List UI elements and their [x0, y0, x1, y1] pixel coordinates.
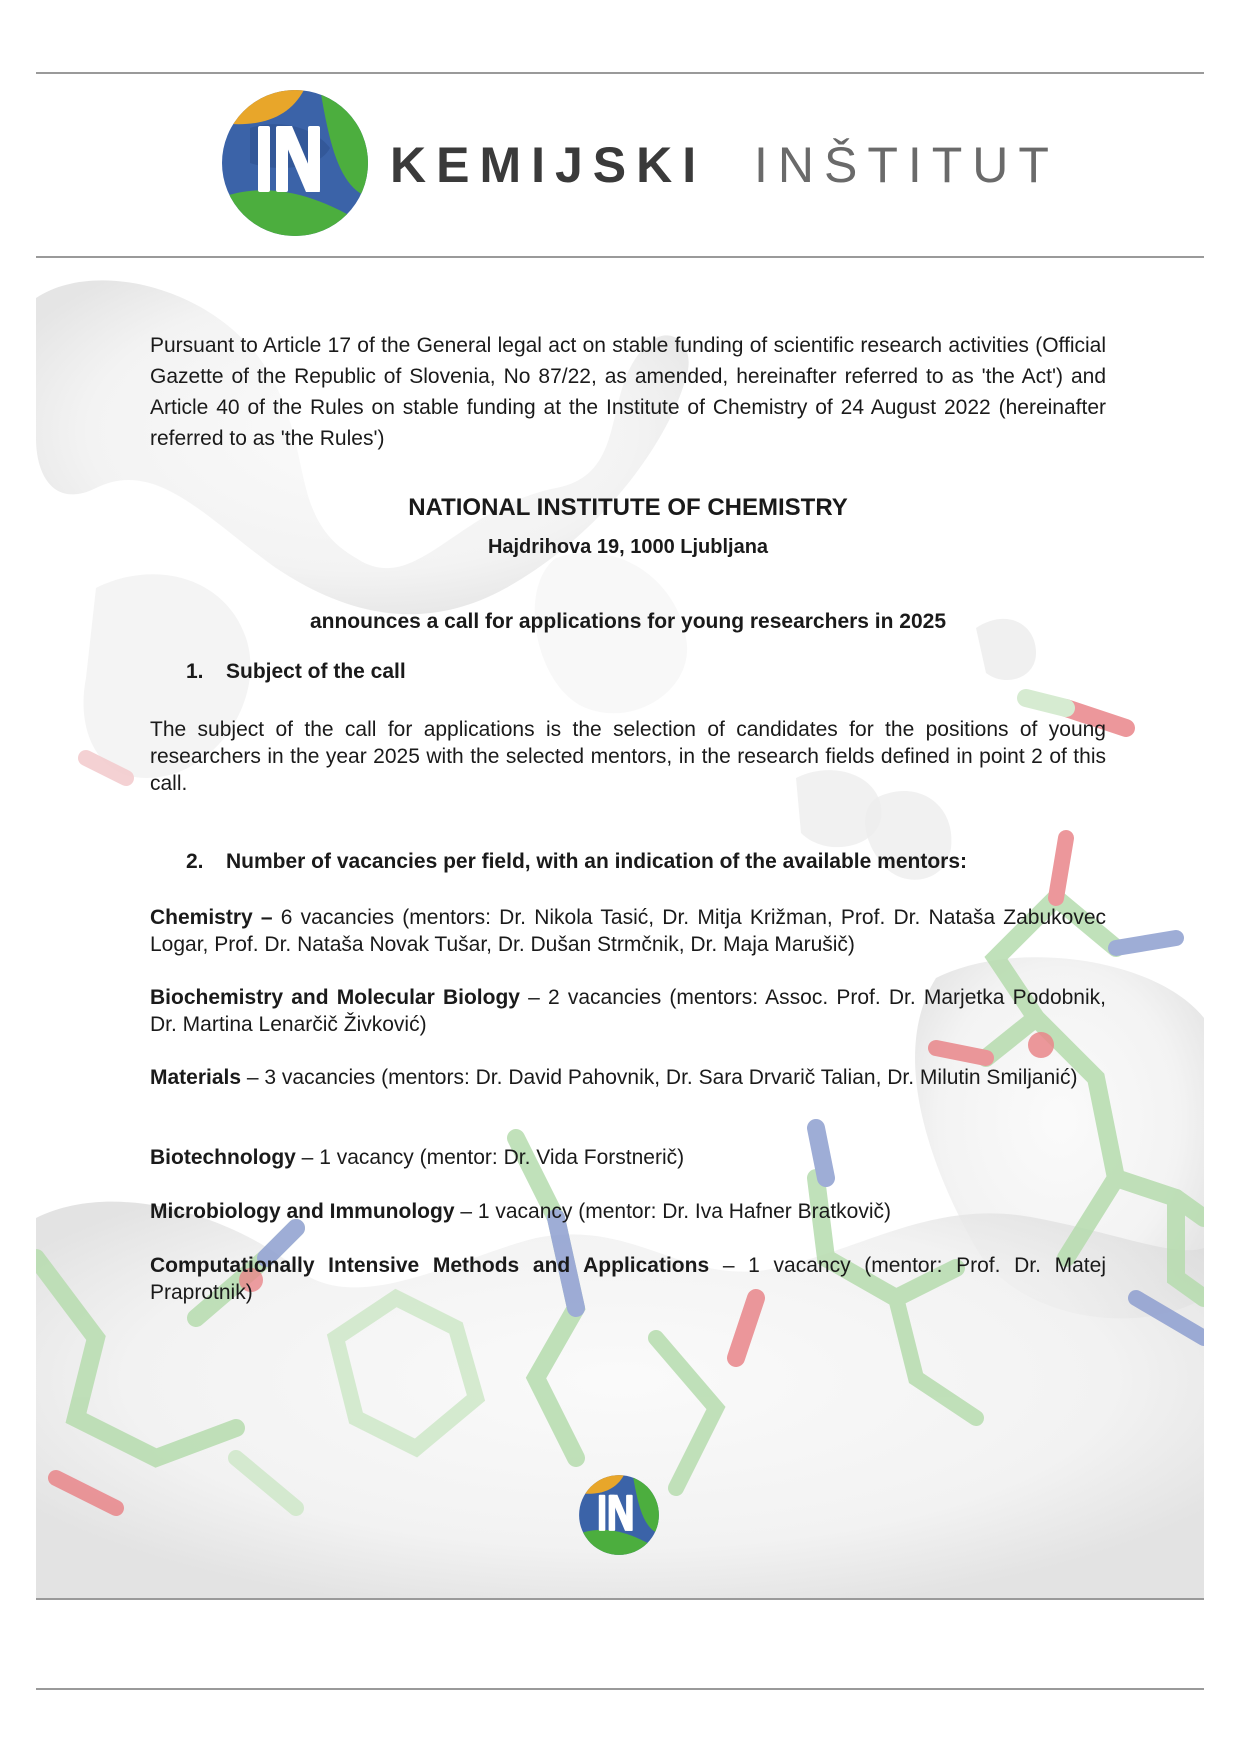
section-heading-1 — [186, 660, 406, 684]
field-entry-computational — [150, 1252, 1106, 1306]
field-name: Biochemistry and Molecular Biology — [150, 986, 520, 1009]
call-announcement: announces a call for applications for young researchers in 2025 — [309, 610, 947, 633]
field-name: Chemistry – — [150, 906, 273, 929]
section-number: 2. — [186, 850, 204, 873]
field-entry-microbiology — [150, 1198, 1106, 1225]
section-title: Subject of the call — [226, 660, 406, 683]
section-body-1: The subject of the call for applications is the selection of candidates for the positions of young researchers in the year 2025 with the selected mentors, in the research fields defined in point 2 of this call. — [150, 718, 1106, 795]
logo-word-kemijski: KEMIJSKI — [390, 137, 707, 193]
field-name: Materials — [150, 1066, 242, 1089]
field-detail: – 1 vacancy (mentor: Prof. Dr. Matej Praprotnik) — [150, 1254, 1106, 1304]
institute-logo-mark — [220, 88, 370, 238]
institute-logo — [220, 88, 1059, 248]
logo-word-institut: INŠTITUT — [753, 137, 1059, 193]
field-name: Microbiology and Immunology — [150, 1200, 455, 1223]
institution-name: NATIONAL INSTITUTE OF CHEMISTRY — [408, 494, 848, 521]
section-heading-2 — [186, 850, 967, 874]
field-detail: – 1 vacancy (mentor: Dr. Vida Forstnerič) — [295, 1146, 685, 1169]
field-detail: – 3 vacancies (mentors: Dr. David Pahovnik, Dr. Sara Drvarič Talian, Dr. Milutin Smiljanić) — [241, 1066, 1078, 1089]
field-entry-biotechnology — [150, 1144, 1106, 1171]
footer-logo-mark — [578, 1474, 660, 1556]
field-entry-materials — [150, 1064, 1106, 1091]
field-entry-biochemistry — [150, 984, 1106, 1038]
field-name: Biotechnology — [150, 1146, 296, 1169]
section-title: Number of vacancies per field, with an indication of the available mentors: — [226, 850, 967, 873]
section-number: 1. — [186, 660, 204, 683]
institute-logo-wordmark — [390, 136, 1059, 194]
institution-address: Hajdrihova 19, 1000 Ljubljana — [487, 536, 769, 558]
field-name: Computationally Intensive Methods and Applications — [150, 1254, 710, 1277]
field-detail: – 1 vacancy (mentor: Dr. Iva Hafner Bratkovič) — [454, 1200, 891, 1223]
footer-rule — [36, 1688, 1204, 1690]
background-bottom-rule — [36, 1598, 1204, 1600]
top-rule — [36, 72, 1204, 74]
intro-paragraph: Pursuant to Article 17 of the General legal act on stable funding of scientific research activities (Official Gazette of the Republic of Slovenia, No 87/22, as amended, hereinafter referred to as 'the Act') and Article 40 of the Rules on stable funding at the Institute of Chemistry of 24 August 2022 (hereinafter referred to as 'the Rules') — [150, 334, 1106, 450]
field-entry-chemistry — [150, 904, 1106, 958]
field-detail: 6 vacancies (mentors: Dr. Nikola Tasić, Dr. Mitja Križman, Prof. Dr. Nataša Zabukovec Logar, Prof. Dr. Nataša Novak Tušar, Dr. Dušan Strmčnik, Dr. Maja Marušič) — [150, 906, 1106, 956]
field-detail: – 2 vacancies (mentors: Assoc. Prof. Dr. Marjetka Podobnik, Dr. Martina Lenarčič Živković) — [150, 986, 1106, 1036]
